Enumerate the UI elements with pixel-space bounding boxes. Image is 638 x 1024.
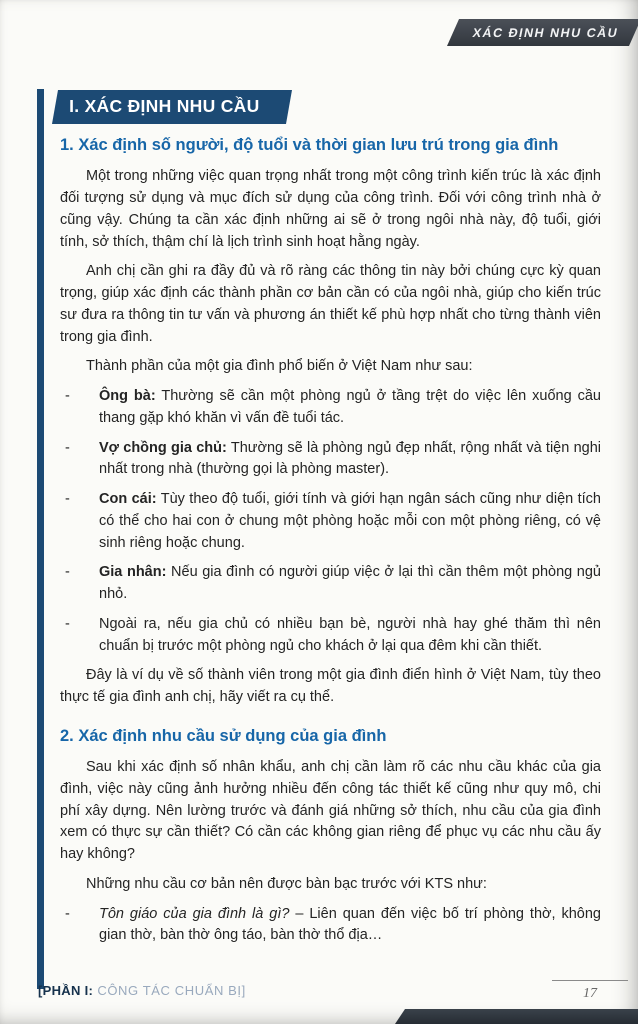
paragraph: Một trong những việc quan trọng nhất trong một công trình kiến trúc là xác định đối tượng sử dụng và mục đích sử dụng của công trình. Đối với công trình nhà ở cũng vậy. Chúng ta cần xác định những ai sẽ ở trong ngôi nhà này, độ tuổi, giới tính, sở thích, thậm chí là lịch trình sinh hoạt hằng ngày. bbox=[60, 168, 601, 250]
left-accent-bar bbox=[37, 89, 44, 989]
bottom-edge-bar bbox=[395, 1009, 638, 1024]
list-item-term: Ông bà: bbox=[99, 388, 156, 405]
list-item-text bbox=[99, 386, 601, 430]
page-header-banner-label: XÁC ĐỊNH NHU CẦU bbox=[472, 25, 621, 40]
chapter-heading-label: I. XÁC ĐỊNH NHU CẦU bbox=[69, 96, 260, 116]
page-content bbox=[60, 134, 601, 955]
list-item bbox=[60, 386, 601, 430]
chapter-heading bbox=[52, 90, 292, 124]
list-item-text bbox=[99, 614, 601, 658]
list-item-term: Vợ chồng gia chủ: bbox=[99, 439, 227, 456]
bullet-dash: - bbox=[65, 564, 70, 581]
list-item bbox=[60, 438, 601, 482]
list-item-body: Thường sẽ là phòng ngủ đẹp nhất, rộng nhất và tiện nghi nhất trong nhà (thường gọi là phòng master). bbox=[99, 439, 601, 478]
list-item-text bbox=[99, 562, 601, 606]
list-item bbox=[60, 614, 601, 658]
footer-breadcrumb bbox=[38, 983, 246, 998]
list-item bbox=[60, 562, 601, 606]
list-item-body: Thường sẽ cần một phòng ngủ ở tầng trệt do việc lên xuống cầu thang gặp khó khăn vì vấn đề tuổi tác. bbox=[99, 388, 601, 426]
list-item bbox=[60, 489, 601, 554]
paragraph: Đây là ví dụ về số thành viên trong một gia đình điển hình ở Việt Nam, tùy theo thực tế gia đình anh chị, hãy viết ra cụ thể. bbox=[60, 667, 601, 706]
section-1-heading: 1. Xác định số người, độ tuổi và thời gian lưu trú trong gia đình bbox=[60, 136, 559, 154]
list-item-term: Con cái: bbox=[99, 491, 157, 508]
list-item bbox=[60, 904, 601, 948]
section-2-heading: 2. Xác định nhu cầu sử dụng của gia đình bbox=[60, 726, 387, 745]
list-item-term: Gia nhân: bbox=[99, 564, 167, 581]
page-number-value: 17 bbox=[583, 986, 597, 1001]
list-item-text bbox=[99, 489, 601, 554]
bullet-dash: - bbox=[65, 439, 70, 456]
bullet-dash: - bbox=[65, 905, 70, 922]
footer-part-title: CÔNG TÁC CHUẨN BỊ] bbox=[93, 983, 246, 998]
footer-part-label: [PHẦN I: bbox=[38, 983, 94, 998]
paragraph: Thành phần của một gia đình phổ biến ở Việt Nam như sau: bbox=[86, 358, 473, 375]
bullet-dash: - bbox=[65, 491, 70, 508]
paragraph: Những nhu cầu cơ bản nên được bàn bạc trước với KTS như: bbox=[86, 875, 487, 892]
paragraph: Sau khi xác định số nhân khẩu, anh chị cần làm rõ các nhu cầu khác của gia đình, việc này cũng ảnh hưởng nhiều đến công tác thiết kế cũng như quy mô, chi phí xây dựng. Nên lường trước và đánh giá những sở thích, nhu cầu của gia đình xem có thực sự cần thiết? Có cần các không gian riêng để phục vụ các nhu cầu ấy hay không? bbox=[60, 759, 601, 863]
list-item-body: Nếu gia đình có người giúp việc ở lại thì cần thêm một phòng ngủ nhỏ. bbox=[99, 564, 601, 603]
page-header-banner bbox=[447, 19, 638, 46]
page-number bbox=[552, 980, 628, 1002]
paragraph: Anh chị cần ghi ra đầy đủ và rõ ràng các thông tin này bởi chúng cực kỳ quan trọng, giúp xác định các thành phần cơ bản cần có của ngôi nhà, giúp cho kiến trúc sư đưa ra thông tin tư vấn và phương án thiết kế phù hợp nhất cho từng thành viên trong gia đình. bbox=[60, 263, 601, 345]
list-item-question: Tôn giáo của gia đình là gì? bbox=[99, 905, 290, 922]
bullet-dash: - bbox=[65, 615, 70, 632]
list-item-body: Tùy theo độ tuổi, giới tính và giới hạn ngân sách cũng như diện tích có thể cho hai con ở chung một phòng hoặc mỗi con một phòng riêng, có vệ sinh riêng hoặc chung. bbox=[99, 491, 601, 551]
list-item-text bbox=[99, 904, 601, 948]
list-item-body: – Liên quan đến việc bố trí phòng thờ, không gian thờ, bàn thờ ông táo, bàn thờ thổ địa… bbox=[99, 905, 601, 944]
bullet-dash: - bbox=[65, 388, 70, 405]
list-item-body: Ngoài ra, nếu gia chủ có nhiều bạn bè, người nhà hay ghé thăm thì nên chuẩn bị trước một phòng ngủ cho khách ở lại qua đêm khi cần thiết. bbox=[99, 615, 601, 654]
list-item-text bbox=[99, 438, 601, 482]
